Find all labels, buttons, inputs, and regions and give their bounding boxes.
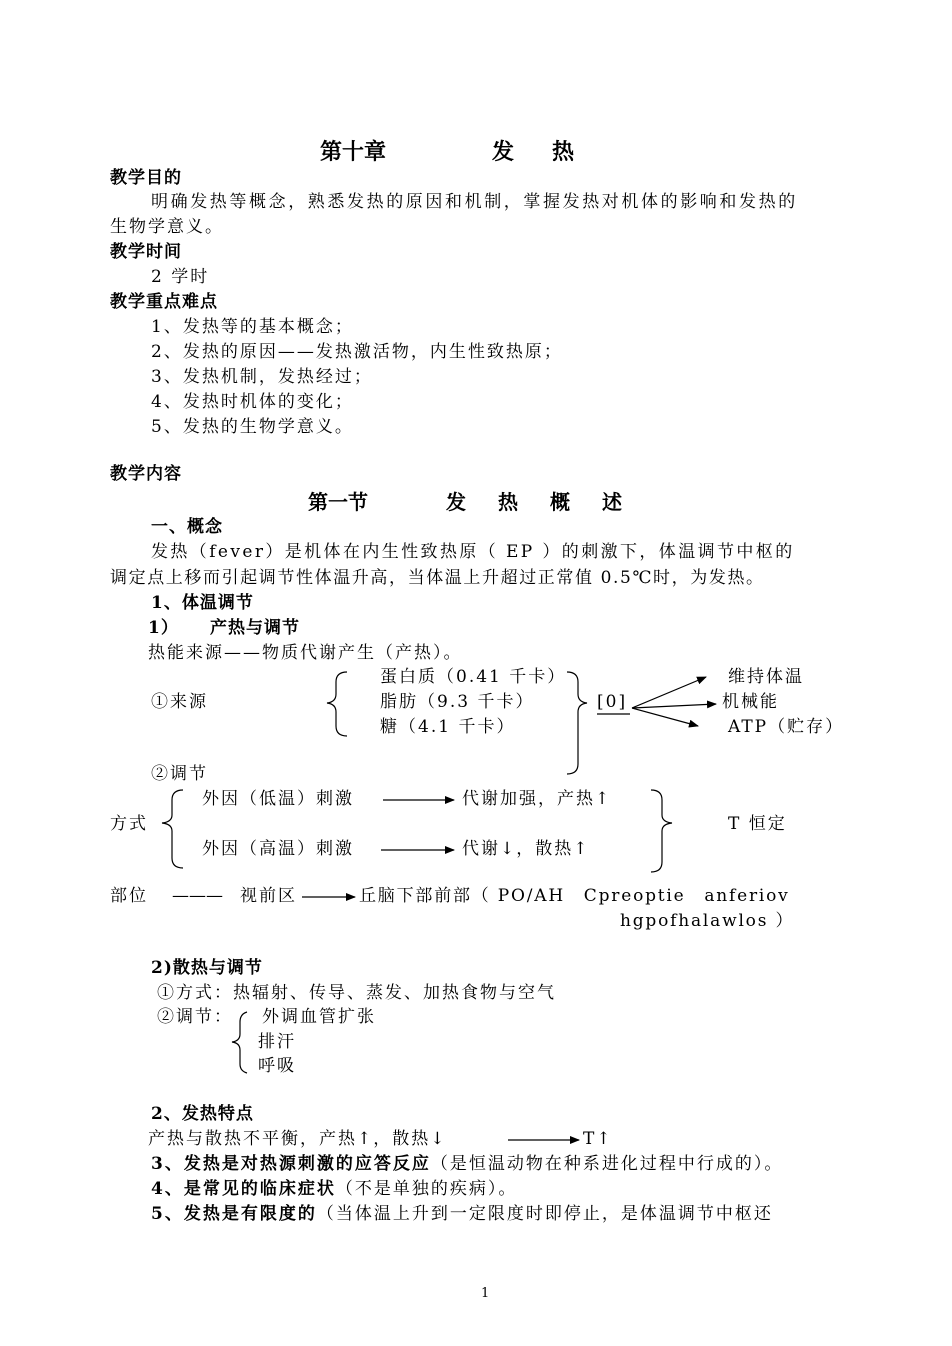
feature-3-bold: 3、发热是对热源刺激的应答反应	[151, 1154, 431, 1174]
goal-heading: 教学目的	[110, 168, 182, 188]
outcome-item: 机械能	[722, 692, 779, 712]
goal-line-2: 生物学意义。	[110, 217, 224, 237]
site-dash: ———	[172, 886, 223, 906]
reg-row2-effect: 代谢↓，散热↑	[462, 839, 590, 859]
feature-5-bold: 5、发热是有限度的	[151, 1204, 317, 1224]
key-point-item: 2、发热的原因——发热激活物，内生性致热原；	[151, 342, 563, 362]
goal-line-1: 明确发热等概念，熟悉发热的原因和机制，掌握发热对机体的影响和发热的	[151, 192, 798, 212]
site-label: 部位	[110, 886, 148, 906]
content-heading: 教学内容	[110, 464, 182, 484]
time-value: 2 学时	[151, 267, 210, 287]
regulation-label: ②调节	[151, 764, 208, 784]
site-from: 视前区	[240, 886, 297, 906]
thermo-sub1-num: 1）	[148, 618, 179, 638]
thermo-sub1-title: 产热与调节	[210, 618, 300, 638]
reg-row2-cause: 外因（高温）刺激	[202, 839, 354, 859]
site-to-continued: hgpofhalawlos ）	[620, 911, 795, 931]
features-line: 产热与散热不平衡，产热↑，散热↓	[148, 1129, 447, 1149]
key-point-item: 3、发热机制，发热经过；	[151, 367, 373, 387]
features-result: T↑	[583, 1129, 613, 1149]
source-item: 脂肪（9.3 千卡）	[380, 692, 535, 712]
thermo-heading: 1、体温调节	[151, 593, 254, 613]
features-heading: 2、发热特点	[151, 1104, 254, 1124]
time-heading: 教学时间	[110, 242, 182, 262]
key-points-heading: 教学重点难点	[110, 292, 218, 312]
left-brace-sources	[327, 672, 347, 736]
key-point-item: 1、发热等的基本概念；	[151, 317, 354, 337]
arrow-to-atp	[632, 708, 698, 726]
arrow-to-maintain	[632, 677, 706, 708]
reg-row1-cause: 外因（低温）刺激	[202, 789, 354, 809]
feature-4-bold: 4、是常见的临床症状	[151, 1179, 336, 1199]
page-number: 1	[481, 1286, 490, 1301]
definition-line-2: 调定点上移而引起调节性体温升高，当体温上升超过正常值 0.5℃时，为发热。	[110, 568, 765, 588]
left-brace-method	[162, 790, 183, 868]
section-title: 发 热 概 述	[446, 490, 628, 514]
reg-result: T 恒定	[728, 814, 787, 834]
heat-loss-reg-item: 呼吸	[258, 1056, 296, 1076]
chapter-title: 发 热	[492, 139, 583, 165]
site-to: 丘脑下部前部（ PO/AH Cpreoptie anferiov	[359, 886, 790, 906]
source-item: 蛋白质（0.41 千卡）	[380, 667, 567, 687]
definition-line-1: 发热（fever）是机体在内生性致热原（ EP ）的刺激下，体温调节中枢的	[151, 542, 795, 562]
reg-row1-effect: 代谢加强，产热↑	[462, 789, 612, 809]
source-label: ①来源	[151, 692, 208, 712]
feature-5-rest: （当体温上升到一定限度时即停止，是体温调节中枢还	[316, 1204, 773, 1224]
heat-loss-reg-item: 外调血管扩张	[262, 1007, 376, 1027]
key-point-item: 4、发热时机体的变化；	[151, 392, 354, 412]
concept-heading: 一、概念	[151, 517, 223, 537]
heat-loss-methods: ①方式：热辐射、传导、蒸发、加热食物与空气	[157, 983, 556, 1003]
method-label: 方式	[110, 814, 148, 834]
right-brace-sources	[567, 672, 587, 774]
heat-loss-reg-item: 排汗	[258, 1032, 296, 1052]
chapter-label: 第十章	[320, 139, 387, 165]
source-middle-label: [0]	[597, 692, 628, 712]
source-item: 糖（4.1 千卡）	[380, 717, 516, 737]
key-point-item: 5、发热的生物学意义。	[151, 417, 354, 437]
arrow-to-mechanical	[632, 704, 716, 708]
heat-loss-heading: 2)散热与调节	[151, 958, 263, 978]
feature-4-rest: （不是单独的疾病）。	[335, 1179, 518, 1199]
outcome-item: 维持体温	[728, 667, 804, 687]
feature-3-rest: （是恒温动物在种系进化过程中行成的）。	[430, 1154, 784, 1174]
section-label: 第一节	[308, 490, 368, 514]
outcome-item: ATP（贮存）	[728, 717, 845, 737]
right-brace-method	[651, 790, 672, 872]
left-brace-heat-loss	[232, 1012, 247, 1073]
heat-source-line: 热能来源——物质代谢产生（产热）。	[148, 643, 463, 663]
heat-loss-reg-label: ②调节：	[157, 1007, 233, 1027]
